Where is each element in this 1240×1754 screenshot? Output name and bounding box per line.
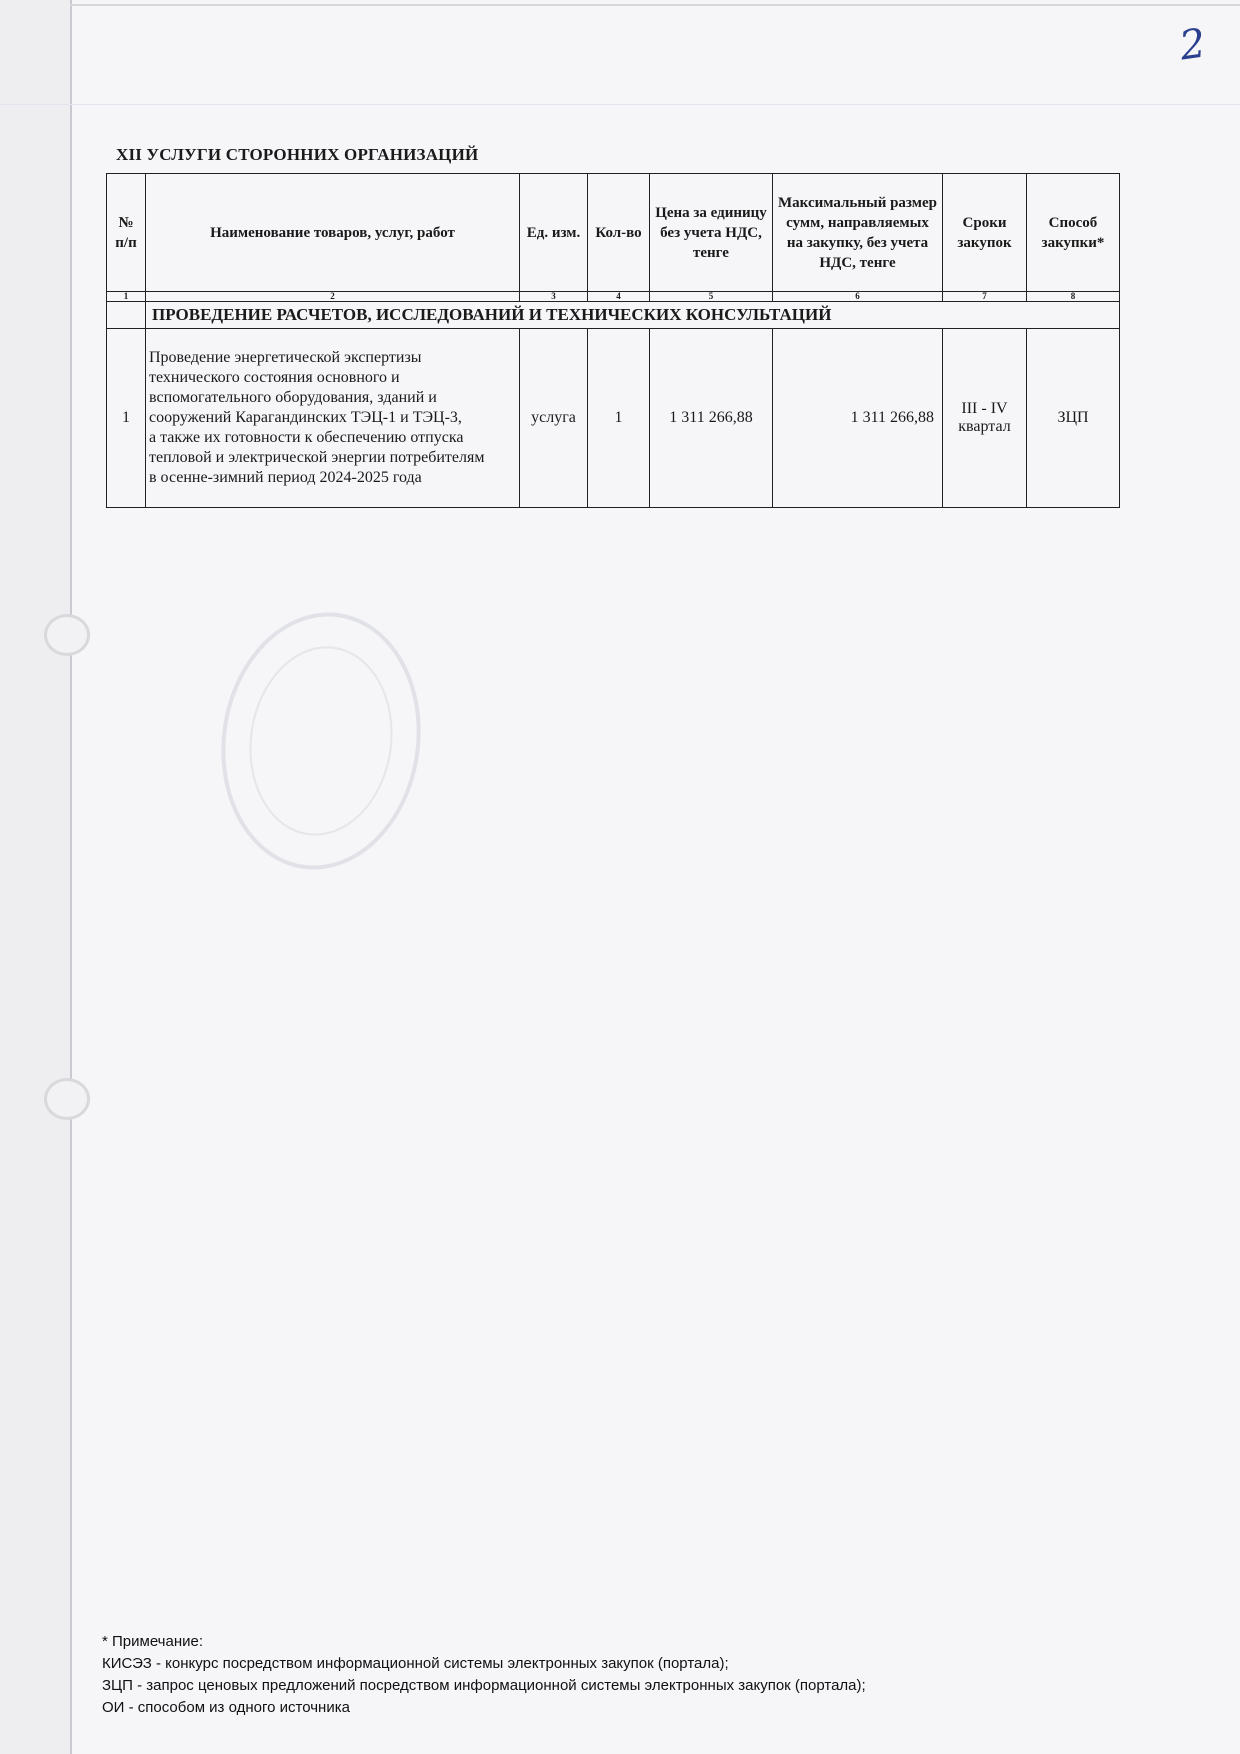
header-name: Наименование товаров, услуг, работ bbox=[146, 174, 520, 292]
column-number: 8 bbox=[1027, 292, 1120, 302]
column-number: 3 bbox=[520, 292, 588, 302]
header-quantity: Кол-во bbox=[588, 174, 650, 292]
procurement-table bbox=[106, 173, 1120, 508]
column-number-row bbox=[107, 292, 1120, 302]
section-title: XII УСЛУГИ СТОРОННИХ ОРГАНИЗАЦИЙ bbox=[116, 145, 479, 164]
row-name-line: сооружений Карагандинских ТЭЦ-1 и ТЭЦ-3, bbox=[149, 409, 462, 426]
category-number-cell bbox=[107, 302, 146, 329]
page-top-edge bbox=[70, 4, 1240, 6]
row-name-line: Проведение энергетической экспертизы bbox=[149, 349, 422, 366]
footnote bbox=[102, 1631, 866, 1719]
page-margin-shadow bbox=[0, 0, 70, 1754]
binder-hole-icon bbox=[44, 1078, 90, 1120]
header-unit-price: Цена за единицу без учета НДС, тенге bbox=[650, 174, 773, 292]
row-quantity: 1 bbox=[588, 329, 650, 508]
page-left-edge bbox=[70, 0, 72, 1754]
row-name-line: технического состояния основного и bbox=[149, 369, 400, 386]
page-guide-line bbox=[0, 104, 1240, 105]
category-row bbox=[107, 302, 1120, 329]
faded-seal-stamp bbox=[205, 599, 437, 882]
column-number: 6 bbox=[773, 292, 943, 302]
row-max-amount: 1 311 266,88 bbox=[773, 329, 943, 508]
column-number: 7 bbox=[943, 292, 1027, 302]
row-name-line: тепловой и электрической энергии потребителям bbox=[149, 449, 485, 466]
footnote-line: КИСЭЗ - конкурс посредством информационной системы электронных закупок (портала); bbox=[102, 1655, 729, 1672]
row-number: 1 bbox=[107, 329, 146, 508]
row-unit-price: 1 311 266,88 bbox=[650, 329, 773, 508]
header-number: № п/п bbox=[107, 174, 146, 292]
column-number: 5 bbox=[650, 292, 773, 302]
row-name-line: вспомогательного оборудования, зданий и bbox=[149, 389, 437, 406]
footnote-line: ЗЦП - запрос ценовых предложений посредством информационной системы электронных закупок (портала); bbox=[102, 1677, 866, 1694]
table-row bbox=[107, 329, 1120, 508]
column-number: 2 bbox=[146, 292, 520, 302]
column-number: 1 bbox=[107, 292, 146, 302]
header-period: Сроки закупок bbox=[943, 174, 1027, 292]
row-name-line: в осенне-зимний период 2024-2025 года bbox=[149, 469, 422, 486]
row-period: III - IV квартал bbox=[943, 329, 1027, 508]
binder-hole-icon bbox=[44, 614, 90, 656]
handwritten-page-number: 2 bbox=[1176, 20, 1209, 70]
row-unit: услуга bbox=[520, 329, 588, 508]
footnote-line: ОИ - способом из одного источника bbox=[102, 1699, 350, 1716]
header-max-amount: Максимальный размер сумм, направляемых на закупку, без учета НДС, тенге bbox=[773, 174, 943, 292]
table-header-row bbox=[107, 174, 1120, 292]
row-method: ЗЦП bbox=[1027, 329, 1120, 508]
row-name-line: а также их готовности к обеспечению отпуска bbox=[149, 429, 464, 446]
column-number: 4 bbox=[588, 292, 650, 302]
footnote-title: * Примечание: bbox=[102, 1633, 203, 1650]
header-method: Способ закупки* bbox=[1027, 174, 1120, 292]
category-title: ПРОВЕДЕНИЕ РАСЧЕТОВ, ИССЛЕДОВАНИЙ И ТЕХНИЧЕСКИХ КОНСУЛЬТАЦИЙ bbox=[146, 302, 1120, 329]
header-unit: Ед. изм. bbox=[520, 174, 588, 292]
row-name bbox=[146, 329, 520, 508]
